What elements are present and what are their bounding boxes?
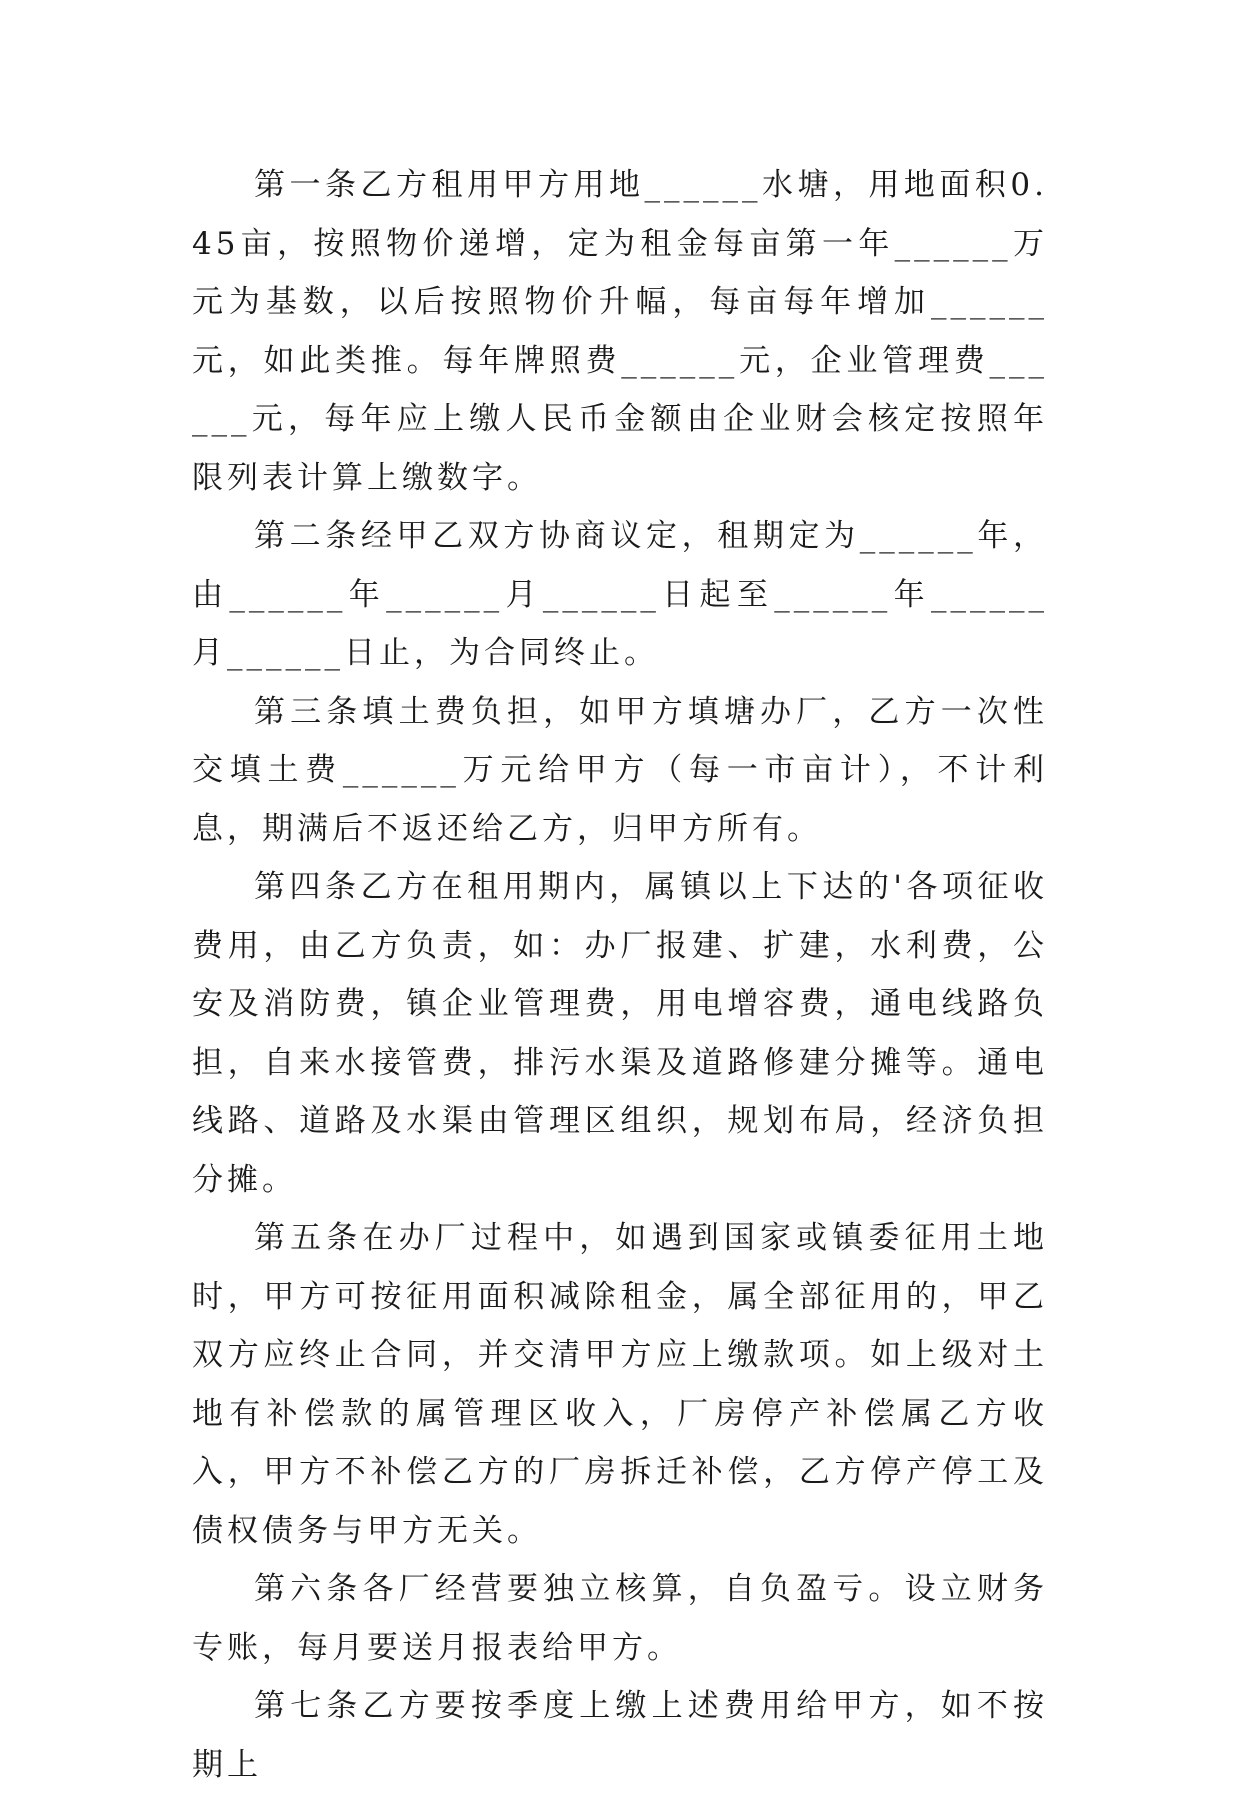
article-6-paragraph: 第六条各厂经营要独立核算，自负盈亏。设立财务专账，每月要送月报表给甲方。	[192, 1571, 1048, 1666]
article-4-paragraph: 第四条乙方在租用期内，属镇以上下达的'各项征收费用，由乙方负责，如：办厂报建、扩建，水利费，公安及消防费，镇企业管理费，用电增容费，通电线路负担，自来水接管费，排污水渠及道路修建分摊等。通电线路、道路及水渠由管理区组织，规划布局，经济负担分摊。	[192, 869, 1048, 1198]
article-1-paragraph: 第一条乙方租用甲方用地______水塘，用地面积0.45亩，按照物价递增，定为租金每亩第一年______万元为基数，以后按照物价升幅，每亩每年增加______元，如此类推。每年牌照费______元，企业管理费______元，每年应上缴人民币金额由企业财会核定按照年限列表计算上缴数字。	[192, 167, 1048, 496]
article-5-paragraph: 第五条在办厂过程中，如遇到国家或镇委征用土地时，甲方可按征用面积减除租金，属全部征用的，甲乙双方应终止合同，并交清甲方应上缴款项。如上级对土地有补偿款的属管理区收入，厂房停产补偿属乙方收入，甲方不补偿乙方的厂房拆迁补偿，乙方停产停工及债权债务与甲方无关。	[192, 1220, 1048, 1549]
document-body	[192, 156, 1048, 1794]
article-7-paragraph: 第七条乙方要按季度上缴上述费用给甲方，如不按期上	[192, 1688, 1048, 1783]
article-2-paragraph: 第二条经甲乙双方协商议定，租期定为______年，由______年______月______日起至______年______月______日止，为合同终止。	[192, 518, 1048, 671]
article-3-paragraph: 第三条填土费负担，如甲方填塘办厂，乙方一次性交填土费______万元给甲方（每一市亩计），不计利息，期满后不返还给乙方，归甲方所有。	[192, 693, 1048, 847]
